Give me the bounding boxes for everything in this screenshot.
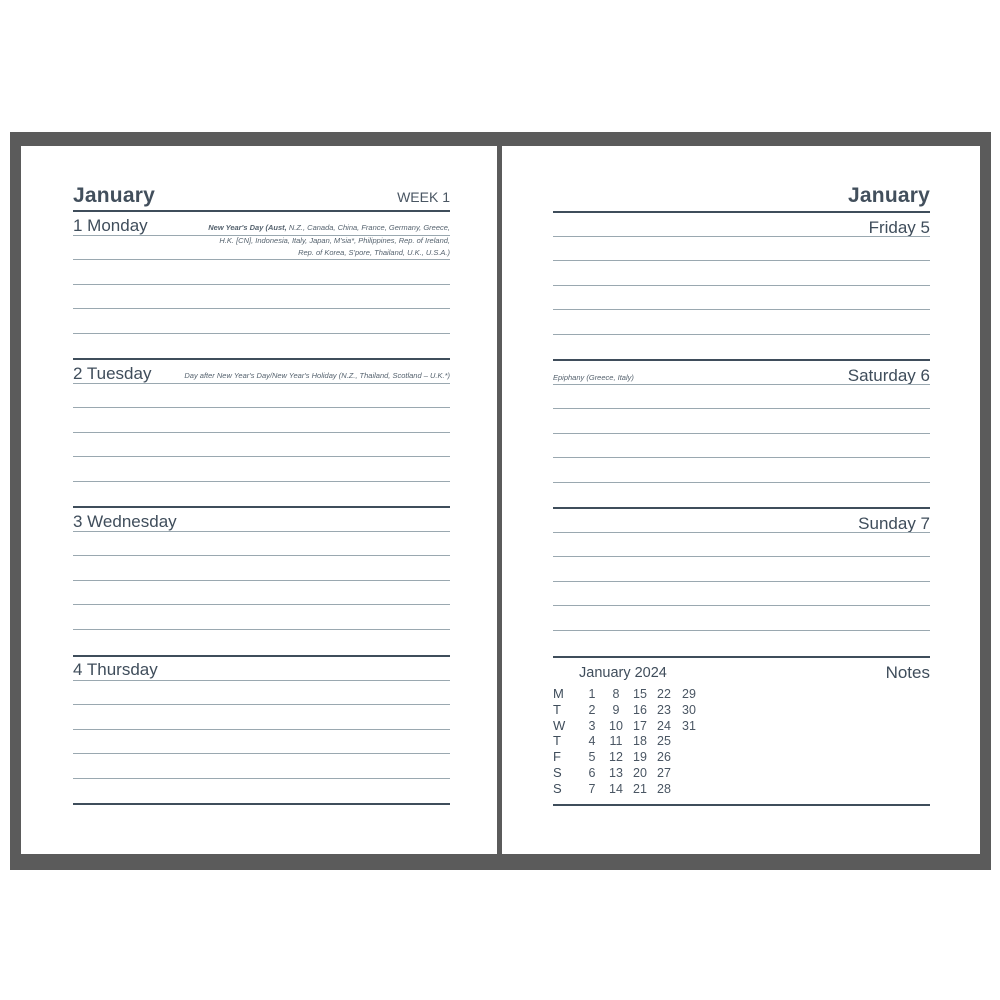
section-rule (73, 210, 450, 212)
holiday-note-saturday: Epiphany (Greece, Italy) (553, 373, 634, 382)
mini-calendar-weekday: F (553, 749, 561, 765)
mini-calendar-date: 6 (588, 766, 596, 780)
writing-rule (73, 580, 450, 581)
writing-rule (553, 309, 930, 310)
mini-calendar-weekday: S (553, 765, 562, 780)
writing-rule (73, 407, 450, 408)
writing-rule (73, 481, 450, 482)
mini-calendar-weekday: T (553, 701, 561, 717)
holiday-note-monday-line1: N.Z., Canada, China, France, Germany, Greece, (286, 223, 450, 232)
section-rule (73, 655, 450, 657)
mini-calendar-date: 27 (657, 766, 671, 780)
mini-calendar-date: 28 (657, 781, 671, 796)
mini-calendar-date: 25 (657, 734, 671, 749)
writing-rule (73, 456, 450, 457)
writing-rule (553, 630, 930, 631)
writing-rule (73, 680, 450, 681)
mini-calendar-date: 24 (657, 718, 671, 733)
writing-rule (553, 482, 930, 483)
holiday-note-monday-line3: Rep. of Korea, S'pore, Thailand, U.K., U.S.A.) (298, 248, 450, 257)
mini-calendar-date: 29 (682, 687, 696, 701)
mini-calendar-weekday: W (553, 717, 566, 733)
section-rule (553, 804, 930, 806)
writing-rule (553, 260, 930, 261)
mini-calendar-date: 12 (609, 750, 623, 765)
day-label-saturday: Saturday 6 (847, 366, 930, 385)
writing-rule (73, 333, 450, 334)
day-label-sunday: Sunday 7 (858, 514, 930, 533)
writing-rule (73, 308, 450, 309)
mini-calendar-date: 1 (588, 687, 596, 701)
mini-calendar-date: 14 (609, 781, 623, 796)
mini-calendar-date: 13 (609, 766, 623, 780)
mini-calendar-date: 3 (588, 718, 596, 733)
mini-calendar-date: 11 (609, 734, 623, 749)
section-rule (73, 358, 450, 360)
mini-calendar-date: 7 (588, 781, 596, 796)
mini-calendar-date: 4 (588, 734, 596, 749)
mini-calendar-date: 31 (682, 718, 696, 733)
right-page (502, 146, 980, 854)
right-month-title: January (848, 184, 930, 207)
mini-calendar-date: 21 (633, 781, 647, 796)
mini-calendar-date: 10 (609, 718, 623, 733)
writing-rule (73, 235, 450, 236)
mini-calendar-weekday: S (553, 780, 562, 796)
mini-calendar-date: 20 (633, 766, 647, 780)
writing-rule (553, 285, 930, 286)
mini-calendar-date: 16 (633, 702, 647, 717)
mini-calendar-date: 17 (633, 718, 647, 733)
writing-rule (73, 753, 450, 754)
mini-calendar-date: 2 (588, 702, 596, 717)
day-label-friday: Friday 5 (868, 218, 930, 237)
mini-calendar-weekday: T (553, 733, 561, 749)
writing-rule (553, 236, 930, 237)
mini-calendar-date: 18 (633, 734, 647, 749)
holiday-note-monday-line2: H.K. [CN], Indonesia, Italy, Japan, M'sia*, Philippines, Rep. of Ireland, (219, 235, 450, 245)
section-rule (73, 506, 450, 508)
section-rule (553, 359, 930, 361)
mini-calendar-weekday: M (553, 686, 564, 701)
day-label-wednesday: 3 Wednesday (73, 512, 177, 531)
writing-rule (73, 284, 450, 285)
writing-rule (553, 457, 930, 458)
section-rule (73, 803, 450, 805)
week-label: WEEK 1 (397, 189, 450, 205)
left-month-title: January (73, 184, 155, 207)
day-label-monday: 1 Monday (73, 216, 148, 235)
writing-rule (73, 383, 450, 384)
writing-rule (73, 629, 450, 630)
section-rule (553, 211, 930, 213)
writing-rule (73, 704, 450, 705)
mini-calendar-date: 8 (612, 687, 620, 701)
writing-rule (553, 581, 930, 582)
writing-rule (73, 531, 450, 532)
mini-calendar-date: 9 (612, 702, 620, 717)
writing-rule (553, 384, 930, 385)
mini-calendar-date: 19 (633, 750, 647, 765)
writing-rule (73, 729, 450, 730)
holiday-note-monday-bold: New Year's Day (Aust, (208, 223, 287, 232)
writing-rule (553, 433, 930, 434)
holiday-note-tuesday: Day after New Year's Day/New Year's Holiday (N.Z., Thailand, Scotland – U.K.*) (184, 371, 450, 380)
writing-rule (73, 778, 450, 779)
mini-calendar-date: 5 (588, 750, 596, 765)
notes-label: Notes (885, 663, 930, 682)
mini-calendar-date: 23 (657, 702, 671, 717)
writing-rule (553, 532, 930, 533)
writing-rule (553, 334, 930, 335)
writing-rule (553, 605, 930, 606)
writing-rule (73, 604, 450, 605)
writing-rule (553, 408, 930, 409)
mini-calendar-date: 15 (633, 687, 647, 701)
writing-rule (73, 555, 450, 556)
mini-calendar-title: January 2024 (579, 665, 667, 681)
holiday-note-monday (208, 222, 450, 260)
mini-calendar-date: 22 (657, 687, 671, 701)
mini-calendar-date: 30 (682, 702, 696, 717)
writing-rule (553, 556, 930, 557)
section-rule (553, 656, 930, 658)
writing-rule (73, 432, 450, 433)
writing-rule (73, 259, 450, 260)
section-rule (553, 507, 930, 509)
mini-calendar-date: 26 (657, 750, 671, 765)
day-label-thursday: 4 Thursday (73, 660, 158, 679)
day-label-tuesday: 2 Tuesday (73, 364, 152, 383)
